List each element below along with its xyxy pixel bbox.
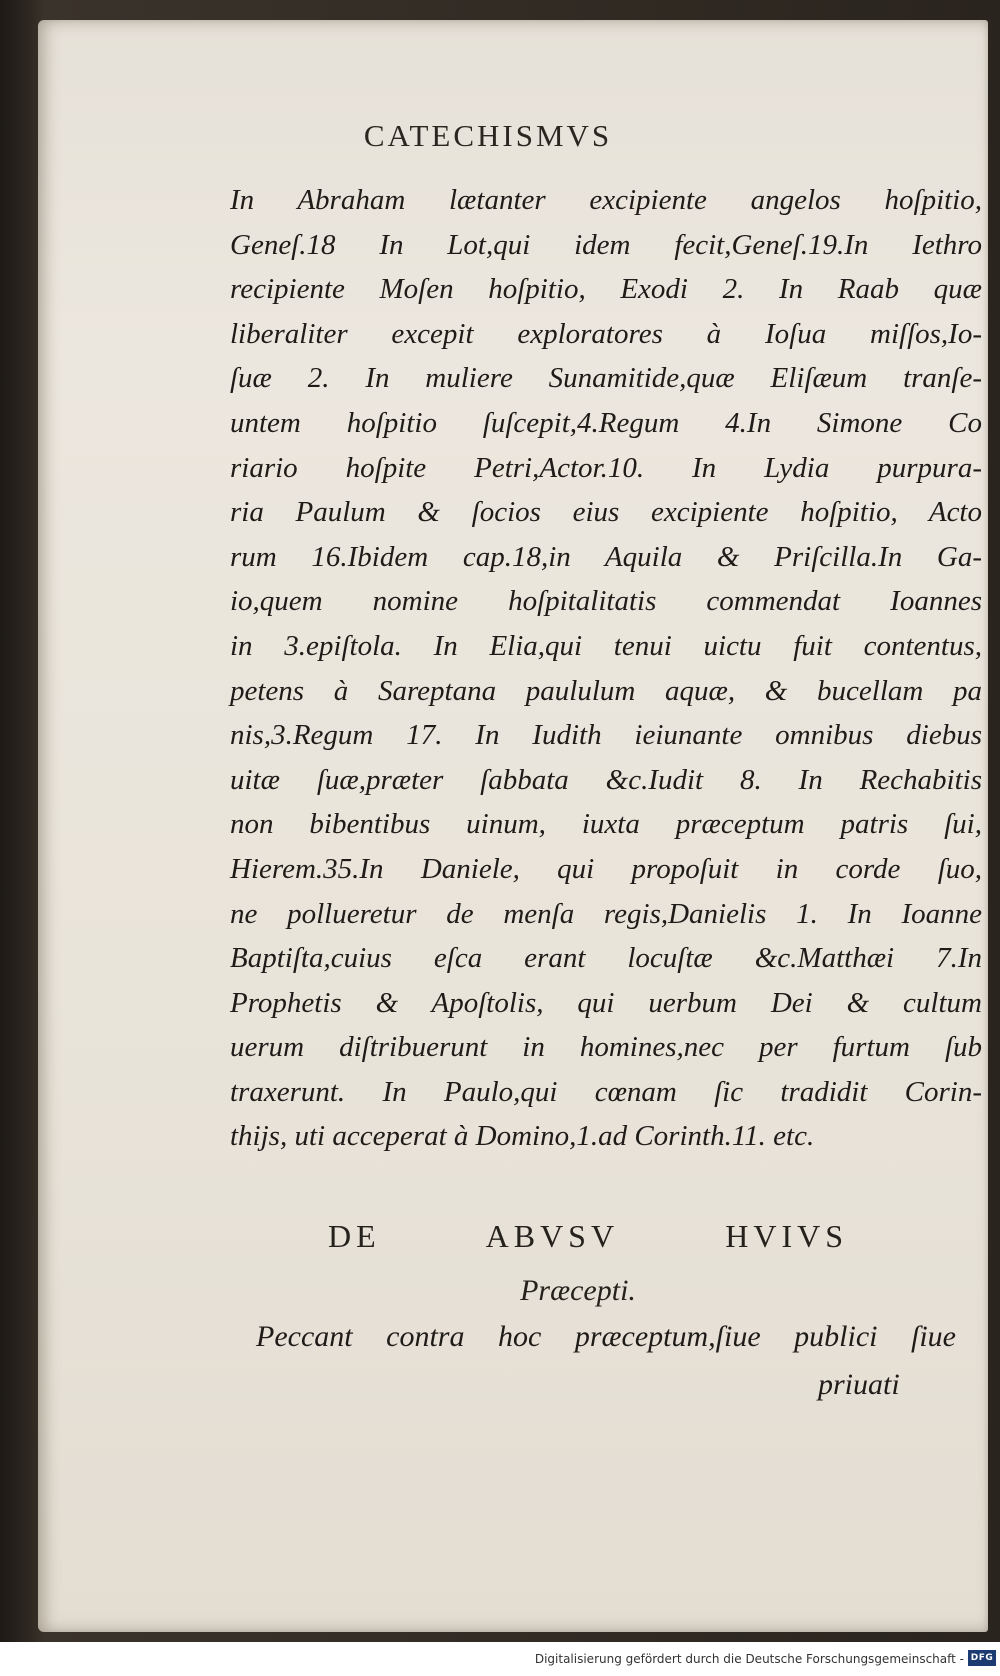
text-line: Geneſ.18 In Lot,qui idem fecit,Geneſ.19.In Iethro — [230, 228, 982, 261]
text-line: In Abraham lætanter excipiente angelos hoſpitio, — [230, 184, 982, 216]
text-line: rum 16.Ibidem cap.18,in Aquila & Priſcilla.In Ga- — [230, 540, 982, 573]
catchword: priuati — [818, 1368, 900, 1401]
footer-bar — [0, 1642, 1000, 1676]
section-subheading: Præcepti. — [520, 1274, 636, 1307]
text-line: thijs, uti acceperat à Domino,1.ad Corinth.11. etc. — [230, 1120, 815, 1153]
text-line: liberaliter excepit exploratores à Ioſua miſſos,Io- — [230, 317, 982, 350]
text-line: nis,3.Regum 17. In Iudith ieiunante omnibus diebus — [230, 719, 982, 752]
text-line: ne pollueretur de menſa regis,Danielis 1. In Ioanne — [230, 897, 982, 930]
text-line: non bibentibus uinum, iuxta præceptum patris ſui, — [230, 808, 982, 841]
book-page — [38, 20, 988, 1632]
text-line: Baptiſta,cuius eſca erant locuſtæ &c.Matthæi 7.In — [230, 942, 982, 975]
text-line: ria Paulum & ſocios eius excipiente hoſpitio, Acto — [230, 496, 982, 529]
text-line: uitæ ſuæ,præter ſabbata &c.Iudit 8. In Rechabitis — [230, 763, 982, 796]
text-line: ſuæ 2. In muliere Sunamitide,quæ Eliſæum tranſe- — [230, 362, 982, 395]
running-head: CATECHISMVS — [363, 118, 613, 153]
paragraph-start: Peccant contra hoc præceptum,ſiue publici ſiue — [256, 1320, 956, 1353]
text-line: untem hoſpitio ſuſcepit,4.Regum 4.In Simone Co — [230, 406, 982, 439]
text-line: petens à Sareptana paululum aquæ, & bucellam pa — [230, 674, 982, 707]
text-line: Prophetis & Apoſtolis, qui uerbum Dei & cultum — [230, 986, 982, 1019]
text-line: traxerunt. In Paulo,qui cœnam ſic tradidit Corin- — [230, 1075, 982, 1108]
body-text — [230, 178, 982, 1159]
dfg-logo: DFG — [968, 1650, 996, 1666]
text-line: riario hoſpite Petri,Actor.10. In Lydia purpura- — [230, 451, 982, 484]
section-heading: DE ABVSV HVIVS — [328, 1218, 848, 1254]
text-line: io,quem nomine hoſpitalitatis commendat Ioannes — [230, 585, 982, 618]
text-line: recipiente Moſen hoſpitio, Exodi 2. In Raab quæ — [230, 273, 982, 306]
text-line: in 3.epiſtola. In Elia,qui tenui uictu fuit contentus, — [230, 629, 982, 662]
text-line: uerum diſtribuerunt in homines,nec per furtum ſub — [230, 1031, 982, 1064]
footer-credit: Digitalisierung gefördert durch die Deutsche Forschungsgemeinschaft - — [534, 1652, 964, 1666]
text-line: Hierem.35.In Daniele, qui propoſuit in corde ſuo, — [230, 852, 982, 885]
